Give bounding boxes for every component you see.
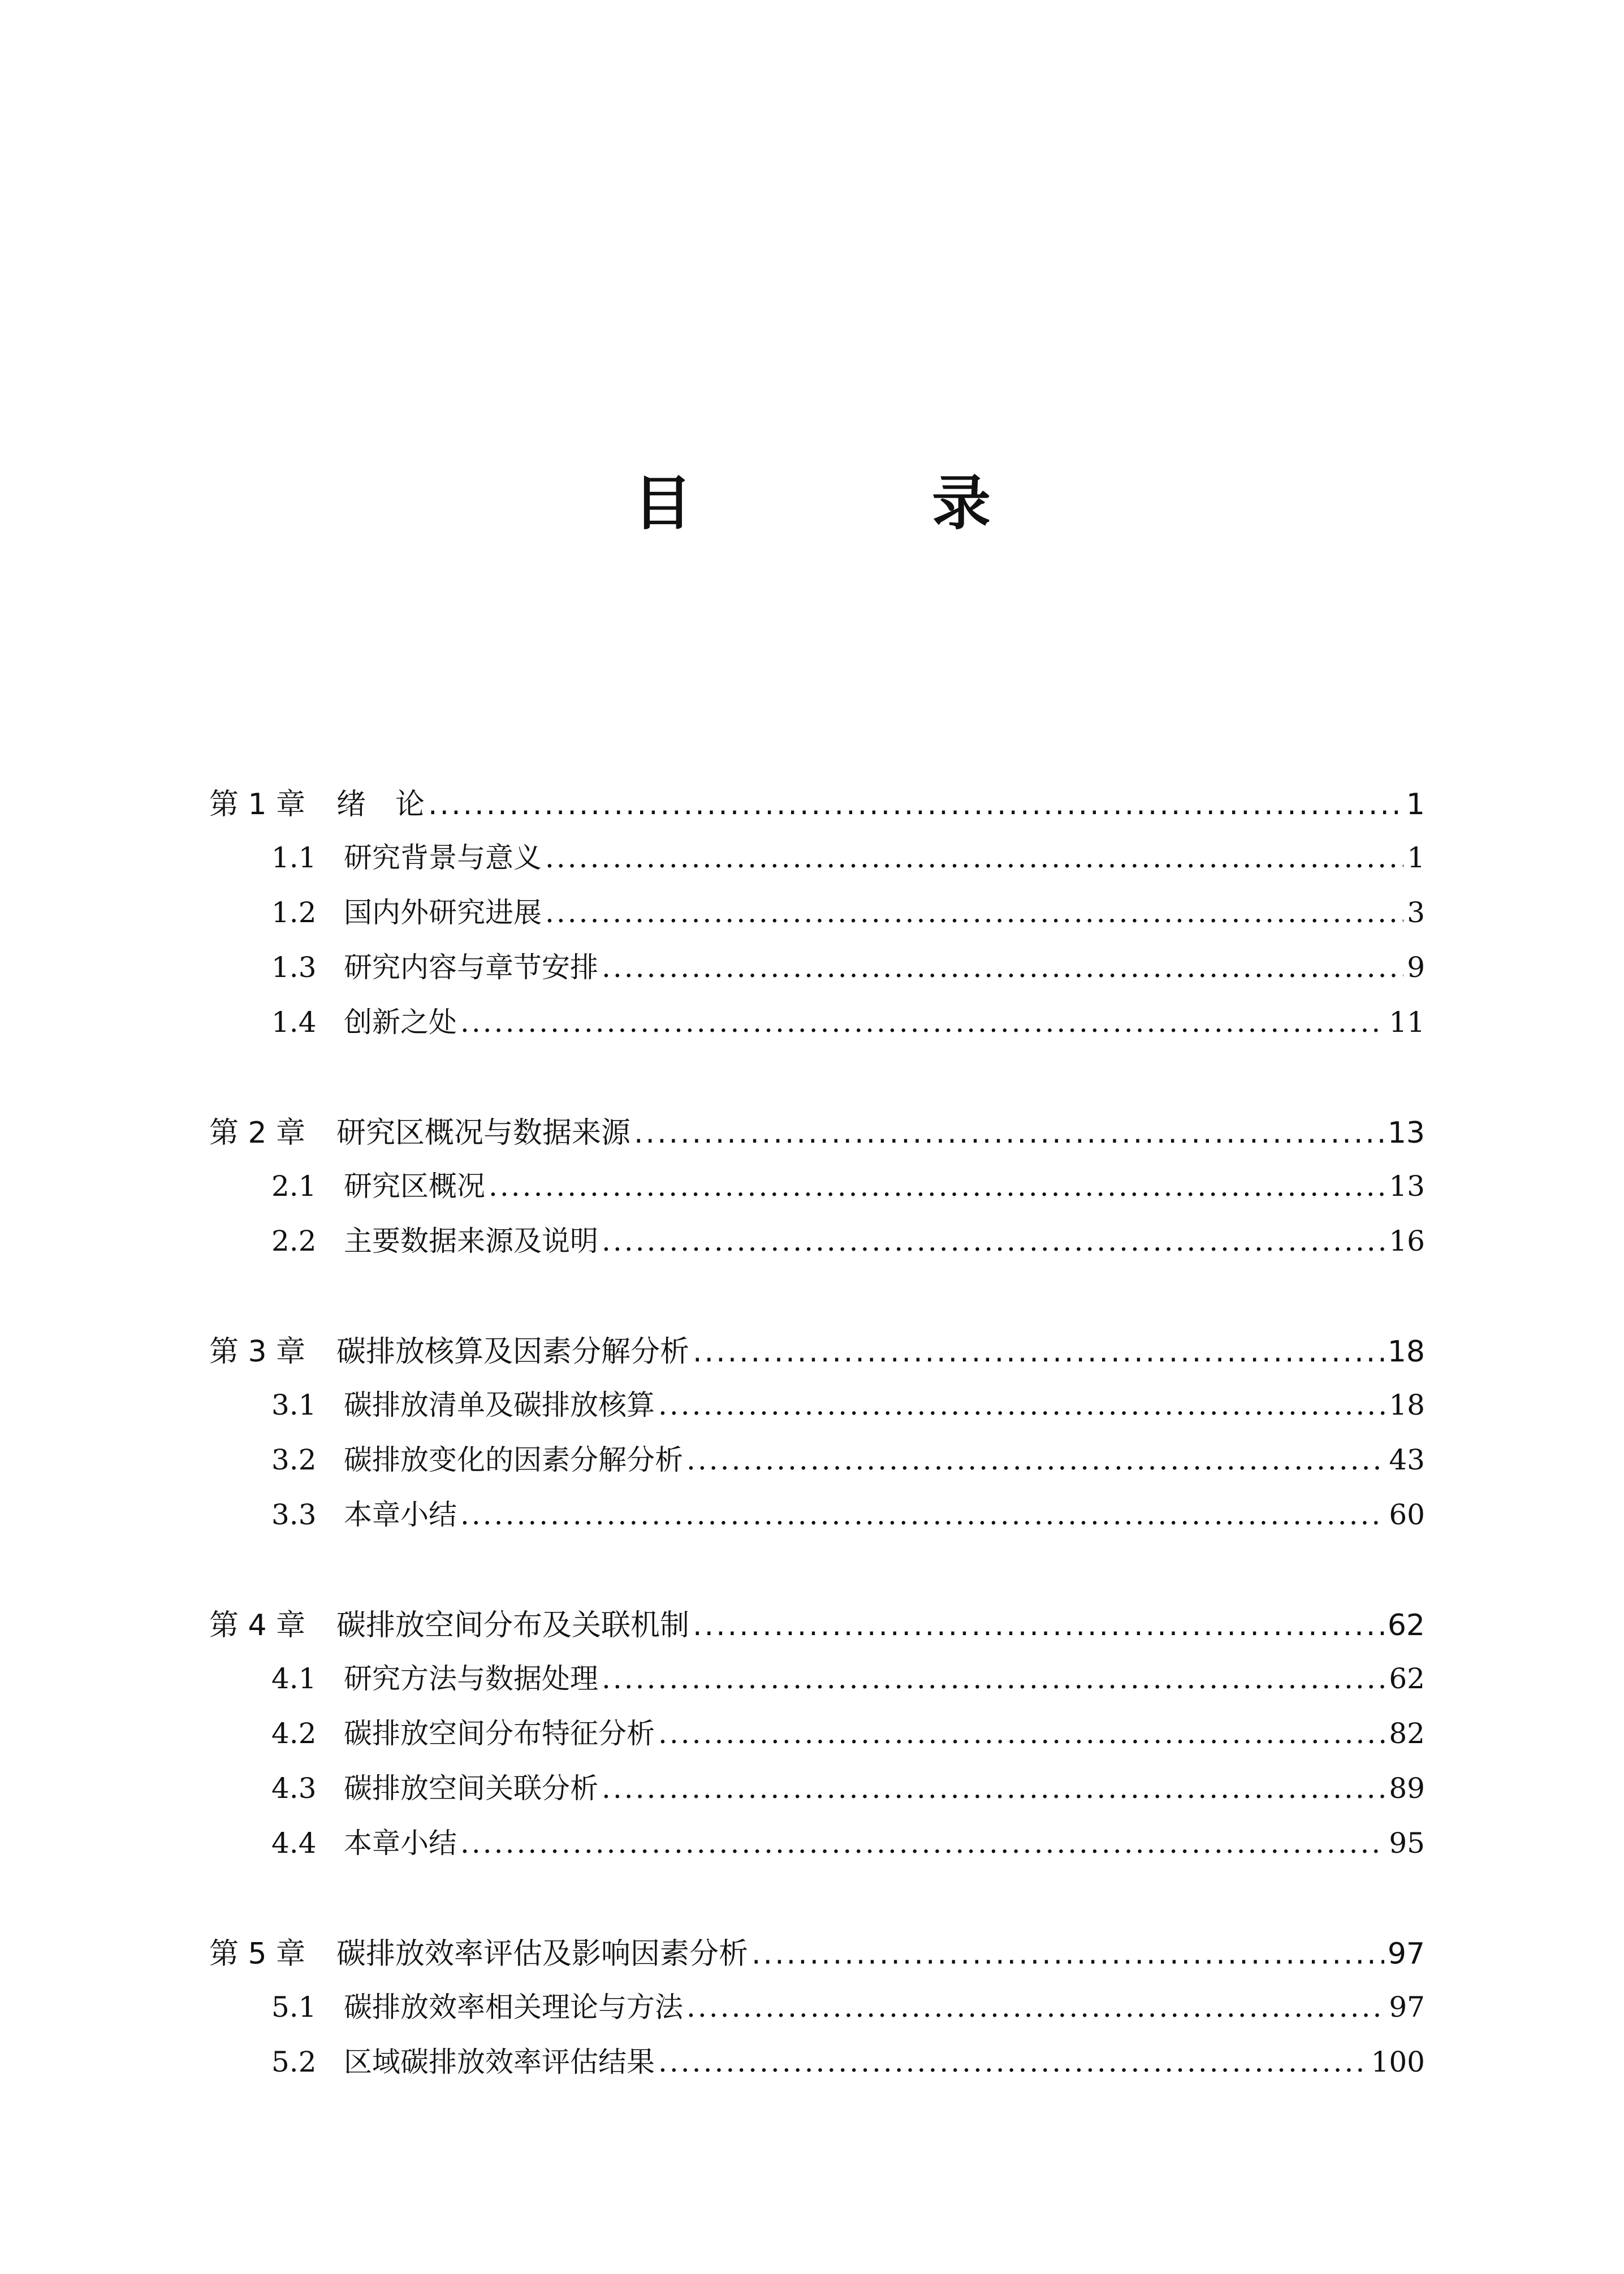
section-number: 3.1 [271, 1389, 317, 1421]
section-entry[interactable] [209, 2039, 1425, 2094]
dot-leader [658, 1389, 1385, 1421]
dot-leader [602, 1772, 1385, 1805]
section-title: 碳排放空间关联分析 [344, 1772, 598, 1805]
page-number: 97 [1389, 1991, 1425, 2024]
dot-leader [460, 1827, 1385, 1860]
dot-leader [460, 1006, 1385, 1039]
dot-leader [602, 1662, 1385, 1695]
section-entry[interactable] [209, 1821, 1425, 1875]
table-of-contents [209, 780, 1425, 2148]
chapter-4 [209, 1601, 1425, 1875]
chapter-heading[interactable] [209, 1601, 1425, 1656]
page-number: 9 [1407, 951, 1425, 984]
section-title: 碳排放变化的因素分解分析 [344, 1443, 683, 1476]
chapter-heading[interactable] [209, 780, 1425, 835]
page-number: 89 [1389, 1772, 1425, 1805]
section-entry[interactable] [209, 1985, 1425, 2039]
dot-leader [545, 896, 1403, 929]
page-number: 18 [1387, 1335, 1425, 1369]
chapter-title: 绪 论 [336, 788, 425, 822]
section-number: 1.3 [271, 951, 317, 984]
chapter-label: 第 5 章 [209, 1937, 306, 1971]
chapter-label: 第 3 章 [209, 1335, 306, 1369]
chapter-1 [209, 780, 1425, 1054]
chapter-heading[interactable] [209, 1328, 1425, 1382]
dot-leader [658, 2046, 1368, 2078]
page-number: 1 [1407, 841, 1425, 874]
section-number: 4.4 [271, 1827, 317, 1860]
dot-leader [428, 788, 1403, 822]
section-title: 碳排放效率相关理论与方法 [344, 1991, 683, 2024]
dot-leader [686, 1991, 1385, 2024]
section-number: 5.2 [271, 2046, 317, 2078]
page-number: 100 [1371, 2046, 1425, 2078]
section-title: 区域碳排放效率评估结果 [344, 2046, 655, 2078]
section-number: 4.2 [271, 1717, 317, 1750]
dot-leader [634, 1116, 1384, 1150]
chapter-heading[interactable] [209, 1930, 1425, 1985]
section-number: 3.3 [271, 1498, 317, 1531]
page-number: 62 [1387, 1609, 1425, 1642]
page-number: 60 [1389, 1498, 1425, 1531]
section-title: 创新之处 [344, 1006, 457, 1039]
page-number: 3 [1407, 896, 1425, 929]
page-number: 43 [1389, 1443, 1425, 1476]
section-number: 1.4 [271, 1006, 317, 1039]
chapter-label: 第 1 章 [209, 788, 306, 822]
section-number: 4.1 [271, 1662, 317, 1695]
chapter-title: 碳排放空间分布及关联机制 [336, 1609, 690, 1642]
section-entry[interactable] [209, 1437, 1425, 1492]
section-number: 1.2 [271, 896, 317, 929]
dot-leader [489, 1170, 1385, 1203]
section-title: 本章小结 [344, 1498, 457, 1531]
page-number: 95 [1389, 1827, 1425, 1860]
section-entry[interactable] [209, 945, 1425, 1000]
section-entry[interactable] [209, 890, 1425, 945]
dot-leader [545, 841, 1403, 874]
section-number: 3.2 [271, 1443, 317, 1476]
chapter-label: 第 4 章 [209, 1609, 306, 1642]
chapter-label: 第 2 章 [209, 1116, 306, 1150]
dot-leader [658, 1717, 1385, 1750]
section-entry[interactable] [209, 1000, 1425, 1054]
section-entry[interactable] [209, 1492, 1425, 1547]
section-title: 研究内容与章节安排 [344, 951, 598, 984]
section-title: 研究区概况 [344, 1170, 485, 1203]
page-number: 82 [1389, 1717, 1425, 1750]
chapter-title: 碳排放效率评估及影响因素分析 [336, 1937, 749, 1971]
section-title: 研究方法与数据处理 [344, 1662, 598, 1695]
section-title: 主要数据来源及说明 [344, 1225, 598, 1257]
chapter-2 [209, 1109, 1425, 1273]
section-title: 本章小结 [344, 1827, 457, 1860]
page-number: 62 [1389, 1662, 1425, 1695]
dot-leader [751, 1937, 1384, 1971]
section-entry[interactable] [209, 835, 1425, 890]
chapter-3 [209, 1328, 1425, 1547]
chapter-title: 碳排放核算及因素分解分析 [336, 1335, 690, 1369]
page-number: 16 [1389, 1225, 1425, 1257]
dot-leader [693, 1609, 1384, 1642]
section-entry[interactable] [209, 1711, 1425, 1766]
dot-leader [602, 951, 1403, 984]
section-number: 5.1 [271, 1991, 317, 2024]
section-number: 2.2 [271, 1225, 317, 1257]
section-number: 1.1 [271, 841, 317, 874]
section-number: 4.3 [271, 1772, 317, 1805]
section-number: 2.1 [271, 1170, 317, 1203]
page-number: 97 [1387, 1937, 1425, 1971]
section-title: 研究背景与意义 [344, 841, 542, 874]
page-number: 13 [1387, 1116, 1425, 1150]
section-title: 国内外研究进展 [344, 896, 542, 929]
section-entry[interactable] [209, 1218, 1425, 1273]
chapter-title: 研究区概况与数据来源 [336, 1116, 631, 1150]
section-entry[interactable] [209, 1382, 1425, 1437]
section-title: 碳排放空间分布特征分析 [344, 1717, 655, 1750]
chapter-heading[interactable] [209, 1109, 1425, 1164]
page-number: 13 [1389, 1170, 1425, 1203]
dot-leader [686, 1443, 1385, 1476]
section-entry[interactable] [209, 1656, 1425, 1711]
section-entry[interactable] [209, 1164, 1425, 1218]
page-title: 目 录 [633, 468, 1081, 538]
chapter-5 [209, 1930, 1425, 2094]
section-title: 碳排放清单及碳排放核算 [344, 1389, 655, 1421]
page-number: 1 [1406, 788, 1425, 822]
dot-leader [460, 1498, 1385, 1531]
page-number: 11 [1389, 1006, 1425, 1039]
page-number: 18 [1389, 1389, 1425, 1421]
dot-leader [602, 1225, 1385, 1257]
dot-leader [693, 1335, 1384, 1369]
section-entry[interactable] [209, 1766, 1425, 1821]
